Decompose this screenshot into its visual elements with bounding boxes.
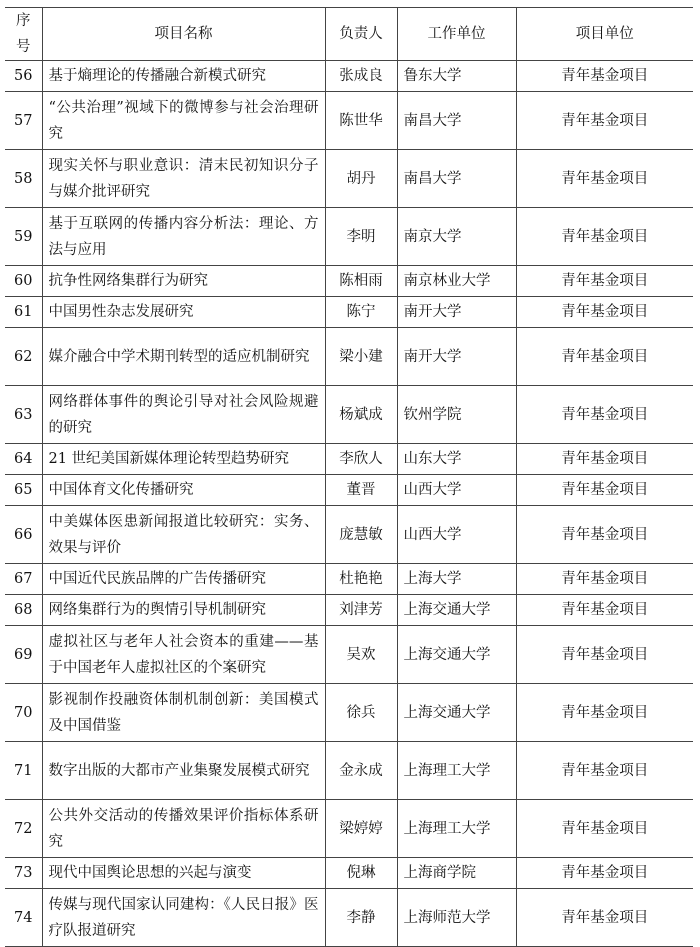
row-lead: 金永成 <box>325 742 397 800</box>
row-lead: 李静 <box>325 889 397 947</box>
row-project-name: 21 世纪美国新媒体理论转型趋势研究 <box>42 444 325 475</box>
row-org: 山西大学 <box>397 506 516 564</box>
table-row <box>5 564 693 595</box>
row-num: 56 <box>5 61 42 92</box>
header-num: 序号 <box>5 8 42 61</box>
row-project-name: 中国男性杂志发展研究 <box>42 297 325 328</box>
row-num: 64 <box>5 444 42 475</box>
row-num: 66 <box>5 506 42 564</box>
project-table <box>5 7 693 947</box>
row-lead: 刘津芳 <box>325 595 397 626</box>
table-row <box>5 800 693 858</box>
row-num: 58 <box>5 150 42 208</box>
table-body <box>5 61 693 947</box>
row-org: 上海理工大学 <box>397 800 516 858</box>
row-type: 青年基金项目 <box>516 150 693 208</box>
row-lead: 庞慧敏 <box>325 506 397 564</box>
row-project-name: 媒介融合中学术期刊转型的适应机制研究 <box>42 328 325 386</box>
row-org: 上海大学 <box>397 564 516 595</box>
row-project-name: 传媒与现代国家认同建构：《人民日报》医疗队报道研究 <box>42 889 325 947</box>
row-num: 72 <box>5 800 42 858</box>
table-row <box>5 444 693 475</box>
table-row <box>5 208 693 266</box>
row-lead: 李明 <box>325 208 397 266</box>
row-type: 青年基金项目 <box>516 92 693 150</box>
row-org: 上海师范大学 <box>397 889 516 947</box>
table-header-row <box>5 8 693 61</box>
row-project-name: “公共治理”视域下的微博参与社会治理研究 <box>42 92 325 150</box>
row-num: 65 <box>5 475 42 506</box>
row-project-name: 基于熵理论的传播融合新模式研究 <box>42 61 325 92</box>
header-name: 项目名称 <box>42 8 325 61</box>
row-project-name: 中国体育文化传播研究 <box>42 475 325 506</box>
row-type: 青年基金项目 <box>516 858 693 889</box>
row-num: 62 <box>5 328 42 386</box>
row-lead: 陈相雨 <box>325 266 397 297</box>
table-row <box>5 506 693 564</box>
row-type: 青年基金项目 <box>516 328 693 386</box>
header-lead: 负责人 <box>325 8 397 61</box>
row-project-name: 现实关怀与职业意识：清末民初知识分子与媒介批评研究 <box>42 150 325 208</box>
header-org: 工作单位 <box>397 8 516 61</box>
row-project-name: 中美媒体医患新闻报道比较研究：实务、效果与评价 <box>42 506 325 564</box>
row-num: 60 <box>5 266 42 297</box>
row-num: 71 <box>5 742 42 800</box>
row-num: 73 <box>5 858 42 889</box>
table-row <box>5 626 693 684</box>
row-type: 青年基金项目 <box>516 889 693 947</box>
row-type: 青年基金项目 <box>516 506 693 564</box>
table-row <box>5 297 693 328</box>
table-row <box>5 742 693 800</box>
row-num: 61 <box>5 297 42 328</box>
table-row <box>5 475 693 506</box>
row-org: 南开大学 <box>397 328 516 386</box>
row-project-name: 网络群体事件的舆论引导对社会风险规避的研究 <box>42 386 325 444</box>
row-project-name: 中国近代民族品牌的广告传播研究 <box>42 564 325 595</box>
row-type: 青年基金项目 <box>516 444 693 475</box>
row-lead: 倪琳 <box>325 858 397 889</box>
row-lead: 梁小建 <box>325 328 397 386</box>
row-num: 59 <box>5 208 42 266</box>
row-type: 青年基金项目 <box>516 595 693 626</box>
row-type: 青年基金项目 <box>516 475 693 506</box>
row-org: 南昌大学 <box>397 150 516 208</box>
row-type: 青年基金项目 <box>516 684 693 742</box>
table-row <box>5 92 693 150</box>
row-org: 山东大学 <box>397 444 516 475</box>
row-org: 上海交通大学 <box>397 595 516 626</box>
table-row <box>5 328 693 386</box>
row-org: 南开大学 <box>397 297 516 328</box>
row-org: 上海交通大学 <box>397 626 516 684</box>
header-type: 项目单位 <box>516 8 693 61</box>
table-row <box>5 858 693 889</box>
row-project-name: 基于互联网的传播内容分析法：理论、方法与应用 <box>42 208 325 266</box>
table-row <box>5 150 693 208</box>
row-org: 山西大学 <box>397 475 516 506</box>
row-num: 68 <box>5 595 42 626</box>
row-type: 青年基金项目 <box>516 742 693 800</box>
row-lead: 梁婷婷 <box>325 800 397 858</box>
row-org: 钦州学院 <box>397 386 516 444</box>
row-org: 上海交通大学 <box>397 684 516 742</box>
row-project-name: 公共外交活动的传播效果评价指标体系研究 <box>42 800 325 858</box>
table-row <box>5 61 693 92</box>
row-num: 69 <box>5 626 42 684</box>
row-lead: 李欣人 <box>325 444 397 475</box>
row-type: 青年基金项目 <box>516 61 693 92</box>
row-num: 67 <box>5 564 42 595</box>
row-lead: 胡丹 <box>325 150 397 208</box>
row-org: 上海理工大学 <box>397 742 516 800</box>
row-project-name: 网络集群行为的舆情引导机制研究 <box>42 595 325 626</box>
row-type: 青年基金项目 <box>516 386 693 444</box>
row-type: 青年基金项目 <box>516 626 693 684</box>
row-org: 鲁东大学 <box>397 61 516 92</box>
row-num: 70 <box>5 684 42 742</box>
row-num: 74 <box>5 889 42 947</box>
row-lead: 张成良 <box>325 61 397 92</box>
table-row <box>5 595 693 626</box>
table-row <box>5 386 693 444</box>
row-type: 青年基金项目 <box>516 297 693 328</box>
row-project-name: 现代中国舆论思想的兴起与演变 <box>42 858 325 889</box>
row-num: 57 <box>5 92 42 150</box>
table-row <box>5 684 693 742</box>
row-lead: 陈宁 <box>325 297 397 328</box>
row-lead: 杜艳艳 <box>325 564 397 595</box>
row-project-name: 抗争性网络集群行为研究 <box>42 266 325 297</box>
row-org: 南京林业大学 <box>397 266 516 297</box>
row-num: 63 <box>5 386 42 444</box>
row-project-name: 影视制作投融资体制机制创新：美国模式及中国借鉴 <box>42 684 325 742</box>
row-org: 南京大学 <box>397 208 516 266</box>
row-type: 青年基金项目 <box>516 266 693 297</box>
row-type: 青年基金项目 <box>516 564 693 595</box>
row-org: 南昌大学 <box>397 92 516 150</box>
table-row <box>5 266 693 297</box>
row-project-name: 虚拟社区与老年人社会资本的重建——基于中国老年人虚拟社区的个案研究 <box>42 626 325 684</box>
row-org: 上海商学院 <box>397 858 516 889</box>
row-lead: 徐兵 <box>325 684 397 742</box>
row-type: 青年基金项目 <box>516 208 693 266</box>
row-lead: 陈世华 <box>325 92 397 150</box>
table-row <box>5 889 693 947</box>
row-lead: 杨斌成 <box>325 386 397 444</box>
row-project-name: 数字出版的大都市产业集聚发展模式研究 <box>42 742 325 800</box>
row-type: 青年基金项目 <box>516 800 693 858</box>
row-lead: 董晋 <box>325 475 397 506</box>
row-lead: 吴欢 <box>325 626 397 684</box>
